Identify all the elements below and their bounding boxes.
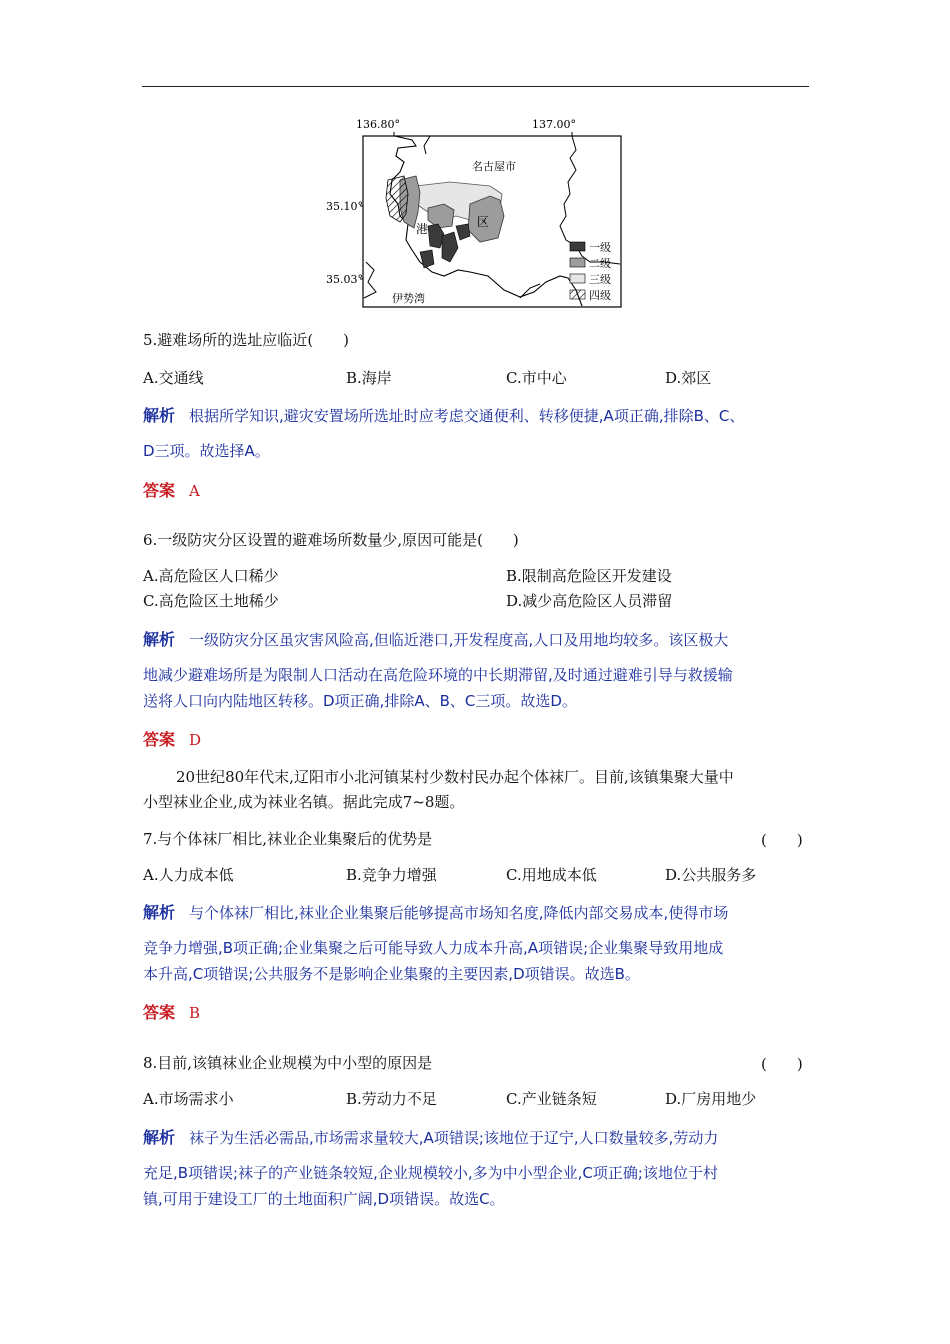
q6-analysis-text: 一级防灾分区虽灾害风险高,但临近港口,开发程度高,人口及用地均较多。该区极大 (189, 631, 729, 649)
lon-label-right: 137.00° (532, 118, 576, 131)
q8-option-a: A.市场需求小 (143, 1090, 234, 1108)
q6-answer-row (143, 730, 201, 750)
q6-option-c: C.高危险区土地稀少 (143, 592, 279, 610)
q8-option-c: C.产业链条短 (506, 1090, 597, 1108)
passage-line-2: 小型袜业企业,成为袜业名镇。据此完成7~8题。 (143, 793, 465, 811)
q5-option-d: D.郊区 (665, 369, 712, 387)
legend-label-level-3: 三级 (589, 273, 611, 286)
bay-label: 伊势湾 (392, 292, 425, 305)
q5-analysis-label: 解析 (143, 406, 176, 425)
q6-option-d: D.减少高危险区人员滞留 (506, 592, 673, 610)
q7-analysis-line-1 (143, 903, 728, 923)
port-label-right: 区 (477, 215, 490, 229)
header-rule (142, 86, 809, 87)
q7-analysis-text: 与个体袜厂相比,袜业企业集聚后能够提高市场知名度,降低内部交易成本,使得市场 (189, 904, 729, 922)
hazard-zone-map (320, 112, 632, 312)
legend-swatch-level-3 (570, 274, 585, 283)
q7-stem: 7.与个体袜厂相比,袜业企业集聚后的优势是 (143, 830, 433, 848)
q6-answer-value: D (189, 731, 202, 749)
q5-answer-value: A (189, 482, 200, 500)
legend-label-level-4: 四级 (589, 289, 611, 302)
q8-analysis-text: 袜子为生活必需品,市场需求量较大,A项错误;该地位于辽宁,人口数量较多,劳动力 (189, 1129, 719, 1147)
q6-analysis-label: 解析 (143, 630, 176, 649)
q7-option-b: B.竞争力增强 (346, 866, 437, 884)
q7-analysis-line-3: 本升高,C项错误;公共服务不是影响企业集聚的主要因素,D项错误。故选B。 (143, 965, 640, 983)
q5-option-c: C.市中心 (506, 369, 567, 387)
q8-analysis-label: 解析 (143, 1128, 176, 1147)
lat-label-top: 35.10° (326, 200, 363, 213)
legend-swatch-level-4 (570, 290, 585, 299)
q6-option-b: B.限制高危险区开发建设 (506, 567, 672, 585)
q5-analysis-text: 根据所学知识,避灾安置场所选址时应考虑交通便利、转移便捷,A项正确,排除B、C、 (189, 407, 745, 425)
legend-label-level-1: 一级 (589, 241, 611, 254)
passage-line-1: 20世纪80年代末,辽阳市小北河镇某村少数村民办起个体袜厂。目前,该镇集聚大量中 (176, 768, 734, 786)
q6-option-a: A.高危险区人口稀少 (143, 567, 279, 585)
q7-analysis-line-2: 竞争力增强,B项正确;企业集聚之后可能导致人力成本升高,A项错误;企业集聚导致用地成 (143, 939, 724, 957)
q7-analysis-label: 解析 (143, 903, 176, 922)
q7-option-c: C.用地成本低 (506, 866, 597, 884)
q6-analysis-line-3: 送将人口向内陆地区转移。D项正确,排除A、B、C三项。故选D。 (143, 692, 577, 710)
q8-answer-paren: ( ) (761, 1055, 803, 1073)
port-label-left: 港 (416, 222, 429, 236)
lon-label-left: 136.80° (356, 118, 400, 131)
q8-option-d: D.厂房用地少 (665, 1090, 757, 1108)
q7-option-d: D.公共服务多 (665, 866, 757, 884)
q5-stem: 5.避难场所的选址应临近( ) (143, 331, 350, 349)
q5-option-a: A.交通线 (143, 369, 204, 387)
q6-analysis-line-2: 地减少避难场所是为限制人口活动在高危险环境的中长期滞留,及时通过避难引导与救援输 (143, 666, 733, 684)
q5-analysis-line-1 (143, 406, 744, 426)
q5-analysis-line-2: D三项。故选择A。 (143, 442, 270, 460)
city-name-label: 名古屋市 (472, 160, 516, 173)
q7-answer-paren: ( ) (761, 831, 803, 849)
legend-swatch-level-1 (570, 242, 585, 251)
legend-label-level-2: 二级 (589, 257, 611, 270)
q8-analysis-line-3: 镇,可用于建设工厂的土地面积广阔,D项错误。故选C。 (143, 1190, 505, 1208)
q8-analysis-line-2: 充足,B项错误;袜子的产业链条较短,企业规模较小,多为中小型企业,C项正确;该地位于村 (143, 1164, 718, 1182)
q6-answer-label: 答案 (143, 730, 176, 749)
lat-label-bottom: 35.03° (326, 273, 363, 286)
q7-option-a: A.人力成本低 (143, 866, 234, 884)
q5-answer-row (143, 481, 200, 501)
q5-answer-label: 答案 (143, 481, 176, 500)
q8-option-b: B.劳动力不足 (346, 1090, 437, 1108)
q6-stem: 6.一级防灾分区设置的避难场所数量少,原因可能是( ) (143, 531, 519, 549)
legend-swatch-level-2 (570, 258, 585, 267)
q5-option-b: B.海岸 (346, 369, 392, 387)
q7-answer-label: 答案 (143, 1003, 176, 1022)
q8-stem: 8.目前,该镇袜业企业规模为中小型的原因是 (143, 1054, 433, 1072)
q6-analysis-line-1 (143, 630, 728, 650)
q8-analysis-line-1 (143, 1128, 718, 1148)
q7-answer-value: B (189, 1004, 201, 1022)
q7-answer-row (143, 1003, 200, 1023)
